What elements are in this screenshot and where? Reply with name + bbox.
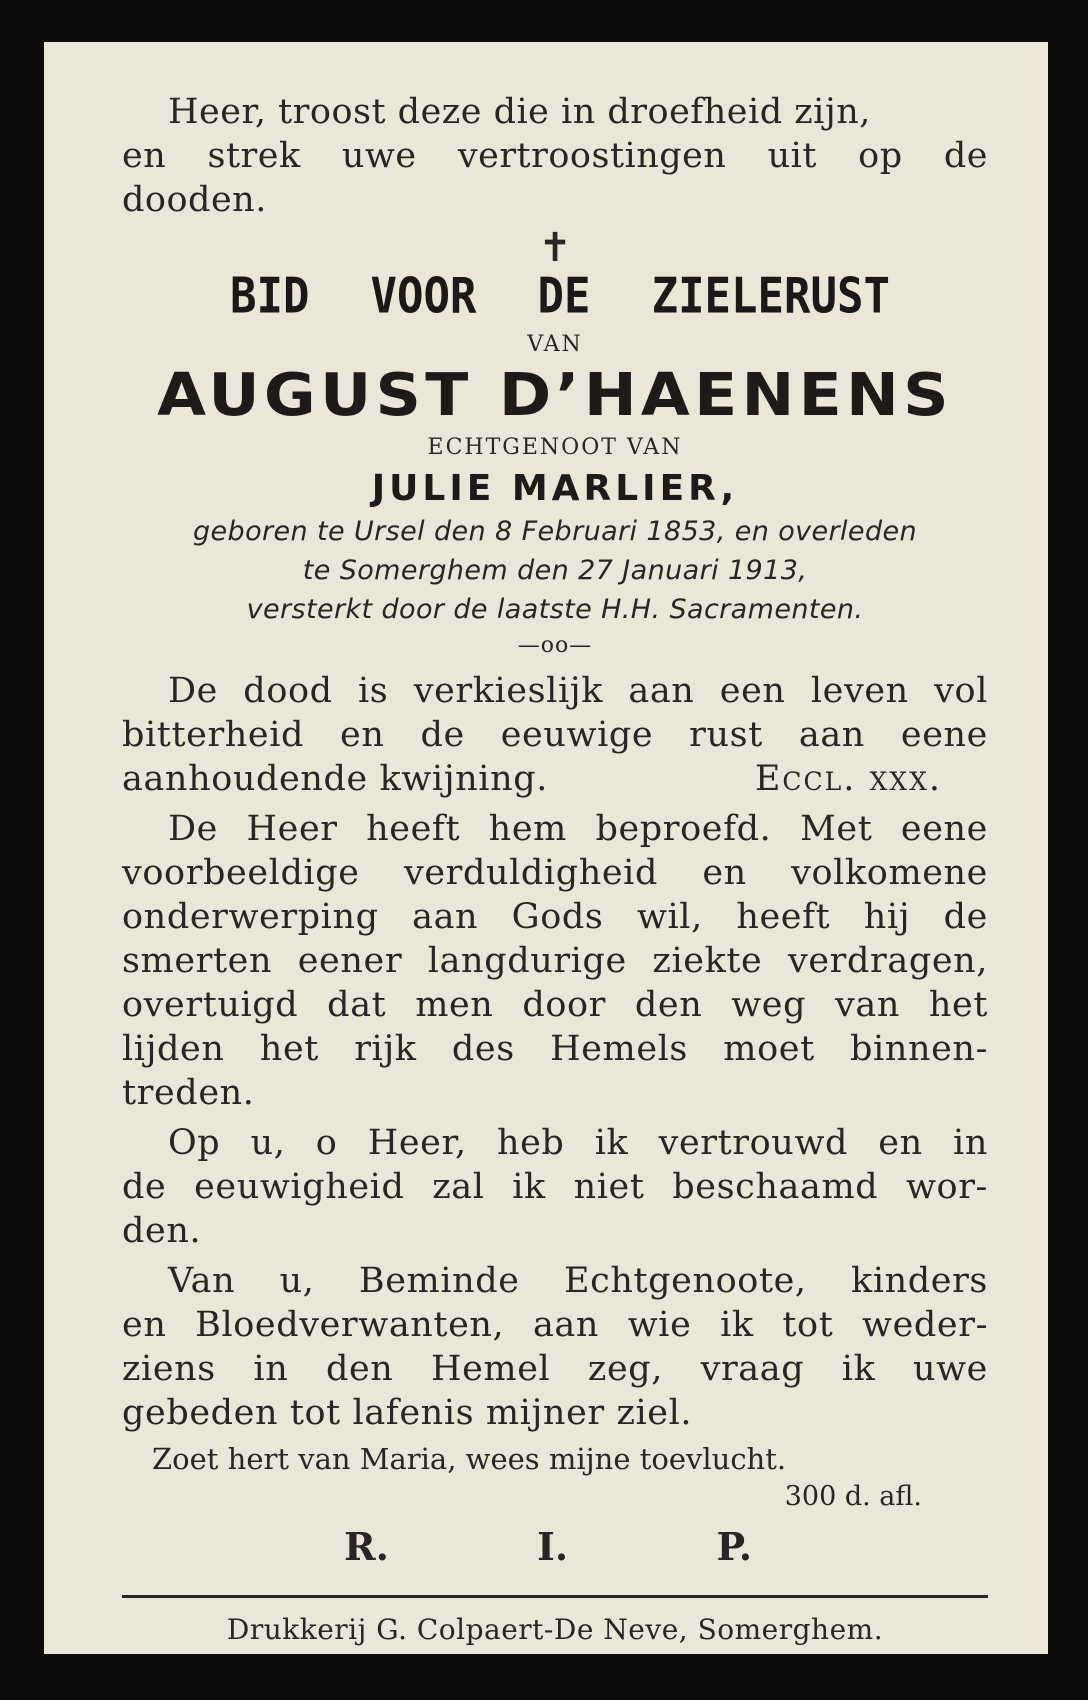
text-line: smerten eener langdurige ziekte verdragen, — [122, 941, 988, 981]
paragraph-2 — [122, 807, 988, 1115]
details-line: versterkt door de laatste H.H. Sacramenten. — [246, 594, 864, 625]
text-line: gebeden tot lafenis mijner ziel. — [122, 1393, 693, 1433]
rip-letter: I. — [537, 1524, 569, 1569]
text-line: voorbeeldige verduldigheid en volkomene — [122, 853, 988, 893]
van-label: VAN — [527, 332, 583, 357]
heading-word: DE — [537, 267, 591, 325]
text-line: en Bloedverwanten, aan wie ik tot weder- — [122, 1305, 988, 1345]
text-line: de eeuwigheid zal ik niet beschaamd wor- — [122, 1167, 988, 1207]
spouse-of-label: ECHTGENOOT VAN — [427, 435, 683, 460]
paragraph-4 — [122, 1259, 988, 1435]
ejaculatory-prayer: Zoet hert van Maria, wees mijne toevlucht. — [152, 1442, 787, 1476]
meditation-text — [122, 669, 988, 1435]
text-line: Van u, Beminde Echtgenoote, kinders — [168, 1261, 988, 1301]
text-line: onderwerping aan Gods wil, heeft hij de — [122, 897, 988, 937]
text-line: ziens in den Hemel zeg, vraag ik uwe — [122, 1349, 988, 1389]
ornament-divider: —oo— — [517, 633, 593, 658]
verse-line: dooden. — [122, 180, 267, 220]
printer-credit: Drukkerij G. Colpaert-De Neve, Somerghem. — [226, 1613, 884, 1646]
opening-verse — [122, 90, 988, 222]
rip-letter: R. — [344, 1524, 389, 1569]
scripture-reference: Eccl. xxx. — [754, 759, 942, 799]
rip-line — [122, 1517, 988, 1577]
rip-letter: P. — [716, 1524, 752, 1569]
birth-death-details — [122, 512, 988, 629]
deceased-name: AUGUST D’HAENENS — [157, 360, 953, 429]
prayer-heading — [122, 269, 988, 325]
heading-word: VOOR — [370, 267, 477, 325]
verse-line: Heer, troost deze die in droefheid zijn, — [168, 92, 871, 132]
heading-word: ZIELERUST — [651, 267, 890, 325]
indulgence-note: 300 d. afl. — [784, 1481, 922, 1512]
verse-line: en strek uwe vertroostingen uit op de — [122, 136, 988, 176]
text-line: overtuigd dat men door den weg van het — [122, 985, 988, 1025]
card-paper — [44, 42, 1048, 1654]
heading-word: BID — [230, 267, 310, 325]
details-line: geboren te Ursel den 8 Februari 1853, en overleden — [192, 516, 918, 547]
text-line: bitterheid en de eeuwige rust aan eene — [122, 715, 988, 755]
text-line: lijden het rijk des Hemels moet binnen- — [122, 1029, 988, 1069]
text-line: treden. — [122, 1073, 255, 1113]
details-line: te Somerghem den 27 Januari 1913, — [302, 555, 808, 586]
text-line: De dood is verkieslijk aan een leven vol — [168, 671, 988, 711]
text-line-with-reference — [122, 757, 988, 801]
cross-icon: ✝ — [538, 225, 572, 271]
paragraph-3 — [122, 1121, 988, 1253]
footer-rule — [122, 1595, 988, 1598]
text-line: De Heer heeft hem beproefd. Met eene — [168, 809, 988, 849]
spouse-name: JULIE MARLIER, — [371, 468, 739, 509]
paragraph-1 — [122, 669, 988, 801]
text-line: aanhoudende kwijning. — [122, 759, 548, 799]
text-line: den. — [122, 1211, 202, 1251]
text-line: Op u, o Heer, heb ik vertrouwd en in — [168, 1123, 988, 1163]
card-content — [122, 90, 988, 1650]
